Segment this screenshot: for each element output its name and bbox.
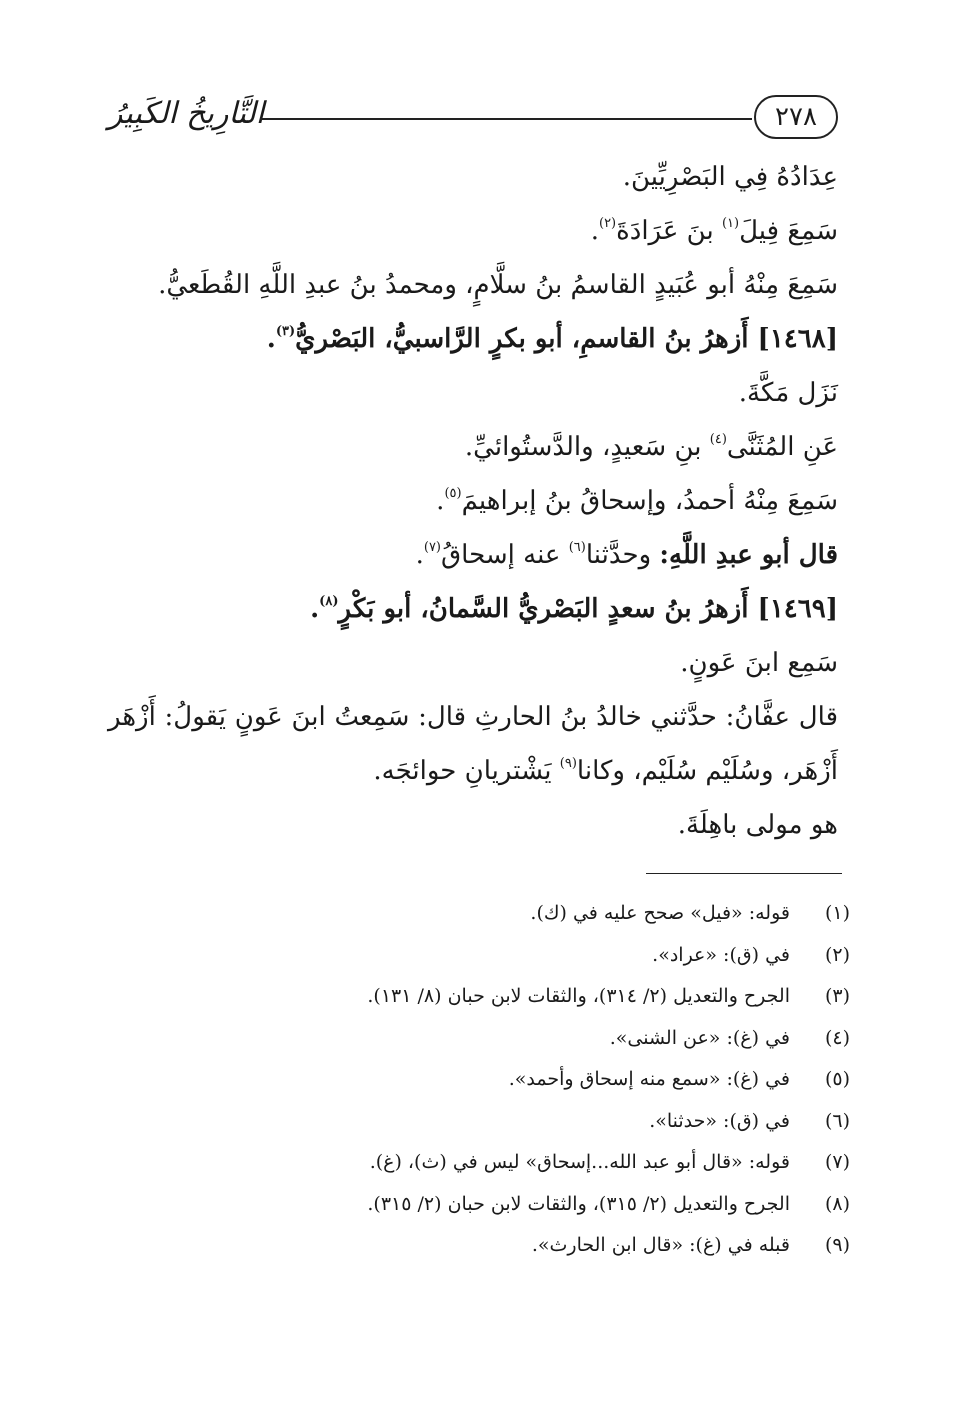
footnote-item	[130, 1142, 850, 1184]
footnote-text: في (ق): «حدثنا».	[649, 1109, 790, 1132]
footnote-item	[130, 1059, 850, 1101]
footnote-text: الجرح والتعديل (٢/ ٣١٥)، والثقات لابن حبان (٢/ ٣١٥).	[367, 1192, 790, 1215]
footnote-marker[interactable]: (١)	[721, 216, 740, 231]
footnote-marker[interactable]: (٥)	[444, 486, 462, 501]
text-line: هو مولى باهِلَةَ.	[677, 810, 838, 840]
text-line-justified: قال عفَّانُ: حدَّثني خالدُ بنُ الحارثِ قال: سَمِعتُ ابنَ عَونٍ يَقولُ: أَزْهَر	[108, 702, 838, 732]
footnote-marker[interactable]: (٣)	[275, 324, 296, 339]
footnote-marker[interactable]: (٩)	[559, 756, 577, 771]
footnote-marker[interactable]: (٦)	[568, 540, 586, 555]
footnote-marker[interactable]: (٨)	[319, 594, 339, 609]
footnote-marker[interactable]: (٤)	[709, 432, 727, 447]
running-title: التَّارِيخُ الكَبِيرُ	[108, 96, 265, 131]
text-line: عَنِ المُثَنَّى$^{(٤)}$ بنِ سَعيدٍ، والدَّستُوائيِّ.	[464, 432, 838, 462]
page-number: ٢٧٨	[754, 95, 838, 139]
footnote-number: (٩)	[824, 1234, 850, 1256]
footnote-number: (٨)	[824, 1192, 850, 1215]
footnote-number: (١)	[824, 902, 850, 924]
footnote-text: قوله: «قال أبو عبد الله...إسحاق» ليس في (ث)، (غ).	[369, 1151, 790, 1173]
text-line: عِدَادُهُ فِي البَصْرِيِّينَ.	[622, 162, 838, 192]
footnotes	[130, 893, 850, 1267]
footnote-number: (٥)	[824, 1068, 850, 1090]
footnote-item	[130, 1225, 850, 1267]
entry-heading-1468: [١٤٦٨] أَزهرُ بنُ القاسمِ، أبو بكرٍ الرَّاسبيُّ، البَصْريُّ$^{(٣)}$.	[266, 324, 838, 354]
footnote-text: الجرح والتعديل (٢/ ٣١٤)، والثقات لابن حبان (٨/ ١٣١).	[367, 985, 790, 1007]
header-rule	[260, 118, 752, 120]
entry-heading-1469: [١٤٦٩] أَزهرُ بنُ سعدٍ البَصْريُّ السَّمانُ، أبو بَكْرٍ$^{(٨)}$.	[310, 594, 838, 624]
text-line: سَمِعَ مِنْهُ أحمدُ، وإسحاقُ بنُ إبراهيمَ$^{(٥)}$.	[436, 486, 838, 516]
footnote-number: (٢)	[824, 943, 850, 966]
text-line: قال أبو عبدِ اللَّهِ: وحدَّثنا$^{(٦)}$ عنه إسحاقُ$^{(٧)}$.	[415, 540, 838, 570]
footnote-item	[130, 935, 850, 977]
page-header	[108, 88, 838, 148]
text-line: نَزَل مَكَّةَ.	[738, 378, 838, 408]
footnote-number: (٣)	[824, 985, 850, 1007]
footnote-marker[interactable]: (٧)	[423, 540, 441, 555]
text-line: سَمِعَ مِنْهُ أبو عُبَيدٍ القاسمُ بنُ سلَّامٍ، ومحمدُ بنُ عبدِ اللَّهِ القُطَعيُّ.	[158, 270, 838, 300]
footnote-item	[130, 893, 850, 935]
main-text	[108, 150, 838, 852]
footnote-item	[130, 976, 850, 1018]
footnote-text: قبله في (غ): «قال ابن الحارث».	[531, 1234, 790, 1256]
footnote-number: (٤)	[824, 1026, 850, 1049]
text-line: أَزْهَر، وسُلَيْم سُلَيْم، وكانا$^{(٩)}$ يَشْتريانِ حوائجَه.	[373, 756, 838, 786]
footnote-number: (٦)	[824, 1109, 850, 1132]
footnote-text: في (غ): «سمع منه إسحاق وأحمد».	[508, 1068, 790, 1090]
footnote-item	[130, 1184, 850, 1226]
footnote-text: قوله: «فيل» صحح عليه في (ك).	[530, 902, 790, 924]
footnote-text: في (ق): «عراد».	[652, 943, 790, 966]
footnote-number: (٧)	[824, 1151, 850, 1173]
footnote-item	[130, 1101, 850, 1143]
footnote-marker[interactable]: (٢)	[598, 216, 617, 231]
text-line: سَمِع ابنَ عَونٍ.	[680, 648, 838, 678]
footnote-item	[130, 1018, 850, 1060]
footnote-separator	[646, 873, 842, 874]
footnote-text: في (غ): «عن الشنى».	[609, 1026, 790, 1049]
text-line: سَمِعَ فِيلَ$^{(١)}$ بنَ عَرَادَةَ$^{(٢)}$.	[590, 216, 838, 246]
